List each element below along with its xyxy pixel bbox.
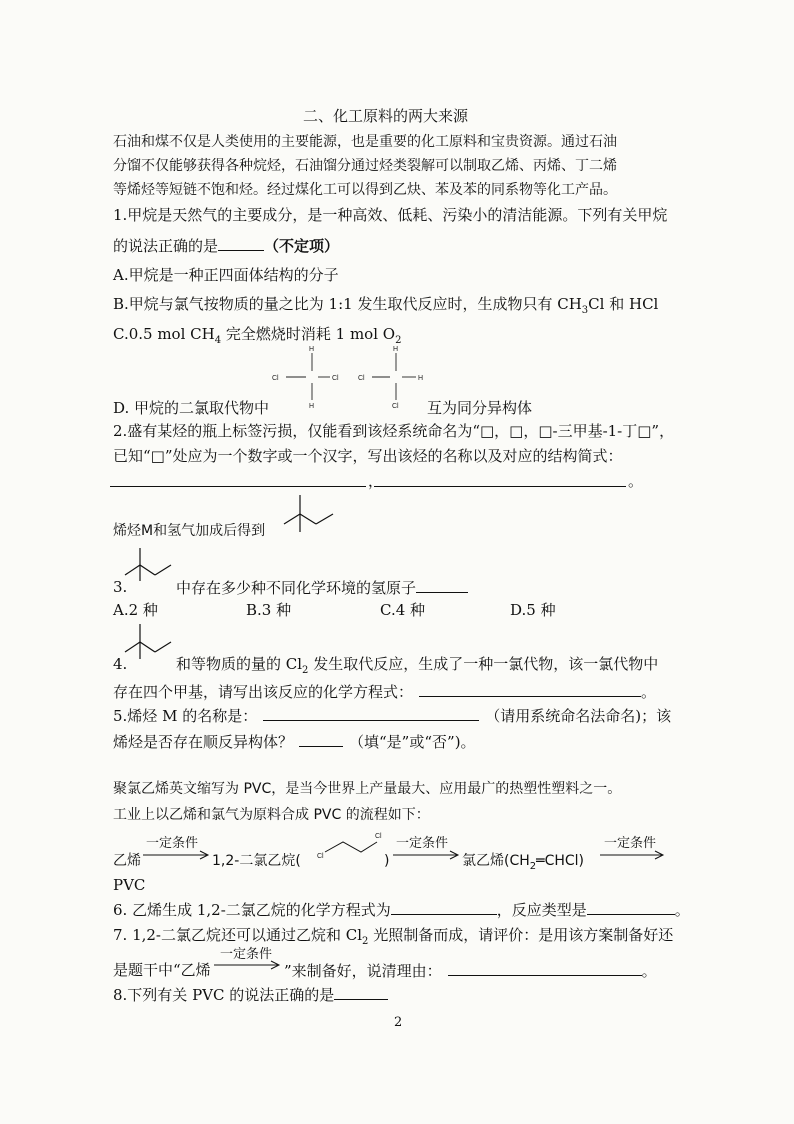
struct2-h-right: H xyxy=(418,375,424,382)
q7-line-2-text: ”来制备好，说清理由： xyxy=(284,962,442,980)
q3-option-b: B.3 种 xyxy=(246,601,292,619)
pvc-intro-line-1: 聚氯乙烯英文缩写为 PVC，是当今世界上产量最大、应用最广的热塑性塑料之一。 xyxy=(113,781,622,797)
q6-mid: ，反应类型是 xyxy=(496,901,587,919)
q1-line-2 xyxy=(113,236,339,255)
q4-number: 4. xyxy=(113,655,128,673)
flow-vinyl-chloride xyxy=(462,852,584,870)
flow-vc-tail: ═CHCl) xyxy=(536,853,584,869)
q1-answer-blank[interactable] xyxy=(218,236,264,251)
q4-equation-blank[interactable] xyxy=(419,682,641,697)
struct1-cl-left: Cl xyxy=(272,375,279,382)
q4-period: 。 xyxy=(641,683,657,701)
intro-line-2: 分馏不仅能够获得各种烷烃，石油馏分通过烃类裂解可以制取乙烯、丙烯、丁二烯 xyxy=(113,158,617,174)
dichloromethane-structure-1 xyxy=(270,344,340,410)
q7-period: 。 xyxy=(641,962,657,980)
alkane-skeleton-structure xyxy=(280,492,340,538)
q5-line-1 xyxy=(113,706,671,725)
q4-line-1 xyxy=(176,655,659,676)
q8-text: 8.下列有关 PVC 的说法正确的是 xyxy=(113,986,335,1004)
q1-option-c-sub2: 2 xyxy=(395,335,402,346)
q3-text: 中存在多少种不同化学环境的氢原子 xyxy=(176,579,417,597)
dichloroethane-skeleton xyxy=(315,830,385,864)
q6-equation-blank[interactable] xyxy=(391,900,497,915)
q1-line-1: 1.甲烷是天然气的主要成分，是一种高效、低耗、污染小的清洁能源。下列有关甲烷 xyxy=(113,206,668,224)
q1-stem: 的说法正确的是 xyxy=(113,237,219,255)
q3-option-a: A.2 种 xyxy=(113,601,158,619)
flow-dichloroethane: 1,2-二氯乙烷( xyxy=(212,853,301,869)
flow-arrow-2 xyxy=(393,851,461,861)
q1-option-d-post: 互为同分异构体 xyxy=(427,399,533,417)
q3-answer-blank[interactable] xyxy=(416,578,468,593)
q7-line-1-sub: 2 xyxy=(362,936,369,947)
q7-condition: 一定条件 xyxy=(220,947,273,962)
q1-note: （不定项） xyxy=(264,237,340,255)
q5-line-1-text: 5.烯烃 M 的名称是： xyxy=(113,707,258,725)
q1-option-c-sub1: 4 xyxy=(214,335,222,346)
flow-paren-close: ) xyxy=(384,853,390,869)
flow-arrow-1 xyxy=(143,851,211,861)
q4-line-1-sub: 2 xyxy=(302,665,309,676)
flow-condition-3: 一定条件 xyxy=(604,836,657,851)
section-title: 二、化工原料的两大来源 xyxy=(303,107,469,125)
struct2-cl-left: Cl xyxy=(358,375,365,382)
q4-line-1-tail: 发生取代反应，生成了一种一氯代物，该一氯代物中 xyxy=(308,655,659,673)
q6-reaction-type-blank[interactable] xyxy=(587,900,675,915)
dce-cl-left: Cl xyxy=(317,853,324,860)
flow-vc-sub: 2 xyxy=(529,860,537,872)
q5-isomer-blank[interactable] xyxy=(299,732,343,747)
q1-option-c xyxy=(113,325,402,346)
q8-line xyxy=(113,985,388,1004)
q1-option-b-sub: 3 xyxy=(581,305,589,316)
flow-pvc: PVC xyxy=(113,876,146,894)
q3-option-d: D.5 种 xyxy=(510,601,556,619)
flow-vc-text: 氯乙烯(CH xyxy=(462,853,530,869)
q1-option-b-tail: Cl 和 HCl xyxy=(588,295,659,313)
intro-line-1: 石油和煤不仅是人类使用的主要能源，也是重要的化工原料和宝贵资源。通过石油 xyxy=(113,134,617,150)
q7-reason-blank[interactable] xyxy=(448,961,642,976)
q1-option-a: A.甲烷是一种正四面体结构的分子 xyxy=(113,266,339,284)
flow-condition-2: 一定条件 xyxy=(396,836,449,851)
pvc-intro-line-2: 工业上以乙烯和氯气为原料合成 PVC 的流程如下： xyxy=(113,807,430,823)
intro-line-3: 等烯烃等短链不饱和烃。经过煤化工可以得到乙炔、苯及苯的同系物等化工产品。 xyxy=(113,182,617,198)
dce-cl-right: Cl xyxy=(375,833,382,840)
struct1-h-top: H xyxy=(309,346,315,353)
q7-line-1-text: 7. 1,2-二氯乙烷还可以通过乙烷和 Cl xyxy=(113,926,363,944)
struct2-cl-bottom: Cl xyxy=(392,403,399,410)
q3-option-c: C.4 种 xyxy=(380,601,426,619)
page-number: 2 xyxy=(394,1015,403,1030)
struct1-cl-right: Cl xyxy=(332,375,339,382)
q2-name-blank[interactable] xyxy=(110,486,366,487)
q7-line-1-tail: 光照制备而成，请评价：是用该方案制备好还 xyxy=(368,926,674,944)
q5-line-2 xyxy=(113,732,476,751)
m-intro: 烯烃M和氢气加成后得到 xyxy=(113,523,266,539)
q7-line-2-post xyxy=(284,961,657,980)
struct1-h-bottom: H xyxy=(309,403,315,410)
dichloromethane-structure-2 xyxy=(356,344,426,410)
q4-skeleton-structure xyxy=(120,622,176,664)
q4-line-2 xyxy=(113,682,656,701)
q4-line-2-text: 存在四个甲基，请写出该反应的化学方程式： xyxy=(113,683,414,701)
q8-answer-blank[interactable] xyxy=(334,985,388,1000)
q5-line-2-tail: （填“是”或“否”)。 xyxy=(349,733,476,751)
q1-option-b-text: B.甲烷与氯气按物质的量之比为 1:1 发生取代反应时，生成物只有 CH xyxy=(113,295,582,313)
q1-option-c-text: C.0.5 mol CH xyxy=(113,325,215,343)
q7-arrow xyxy=(214,961,282,971)
q4-line-1-text: 和等物质的量的 Cl xyxy=(176,655,303,673)
q5-line-2-text: 烯烃是否存在顺反异构体？ xyxy=(113,733,294,751)
q5-line-1-tail: （请用系统命名法命名)；该 xyxy=(485,707,672,725)
q3-skeleton-structure xyxy=(120,546,176,586)
q1-option-b xyxy=(113,295,659,316)
flow-condition-1: 一定条件 xyxy=(146,836,199,851)
flow-arrow-3 xyxy=(600,851,666,861)
q2-comma: ， xyxy=(368,472,384,490)
q7-line-2-pre: 是题干中“乙烯 xyxy=(113,961,211,979)
q6-text: 6. 乙烯生成 1,2-二氯乙烷的化学方程式为 xyxy=(113,901,391,919)
q1-option-c-mid: 完全燃烧时消耗 1 mol O xyxy=(221,325,396,343)
q2-period: 。 xyxy=(628,472,644,490)
flow-ethylene: 乙烯 xyxy=(113,853,141,869)
q1-option-d-pre: D. 甲烷的二氯取代物中 xyxy=(113,399,270,417)
q2-line-2: 已知“□”处应为一个数字或一个汉字，写出该烃的名称以及对应的结构简式： xyxy=(113,447,623,465)
q5-name-blank[interactable] xyxy=(263,706,479,721)
q2-structure-blank[interactable] xyxy=(374,486,626,487)
struct2-h-top: H xyxy=(393,346,399,353)
q3-number: 3. xyxy=(113,578,128,596)
q7-line-1 xyxy=(113,926,674,947)
q6-line xyxy=(113,900,690,919)
q2-line-1: 2.盛有某烃的瓶上标签污损，仅能看到该烃系统命名为“□，□，□-三甲基-1-丁□”， xyxy=(113,422,675,440)
q3-stem xyxy=(176,578,468,597)
q6-period: 。 xyxy=(674,901,690,919)
